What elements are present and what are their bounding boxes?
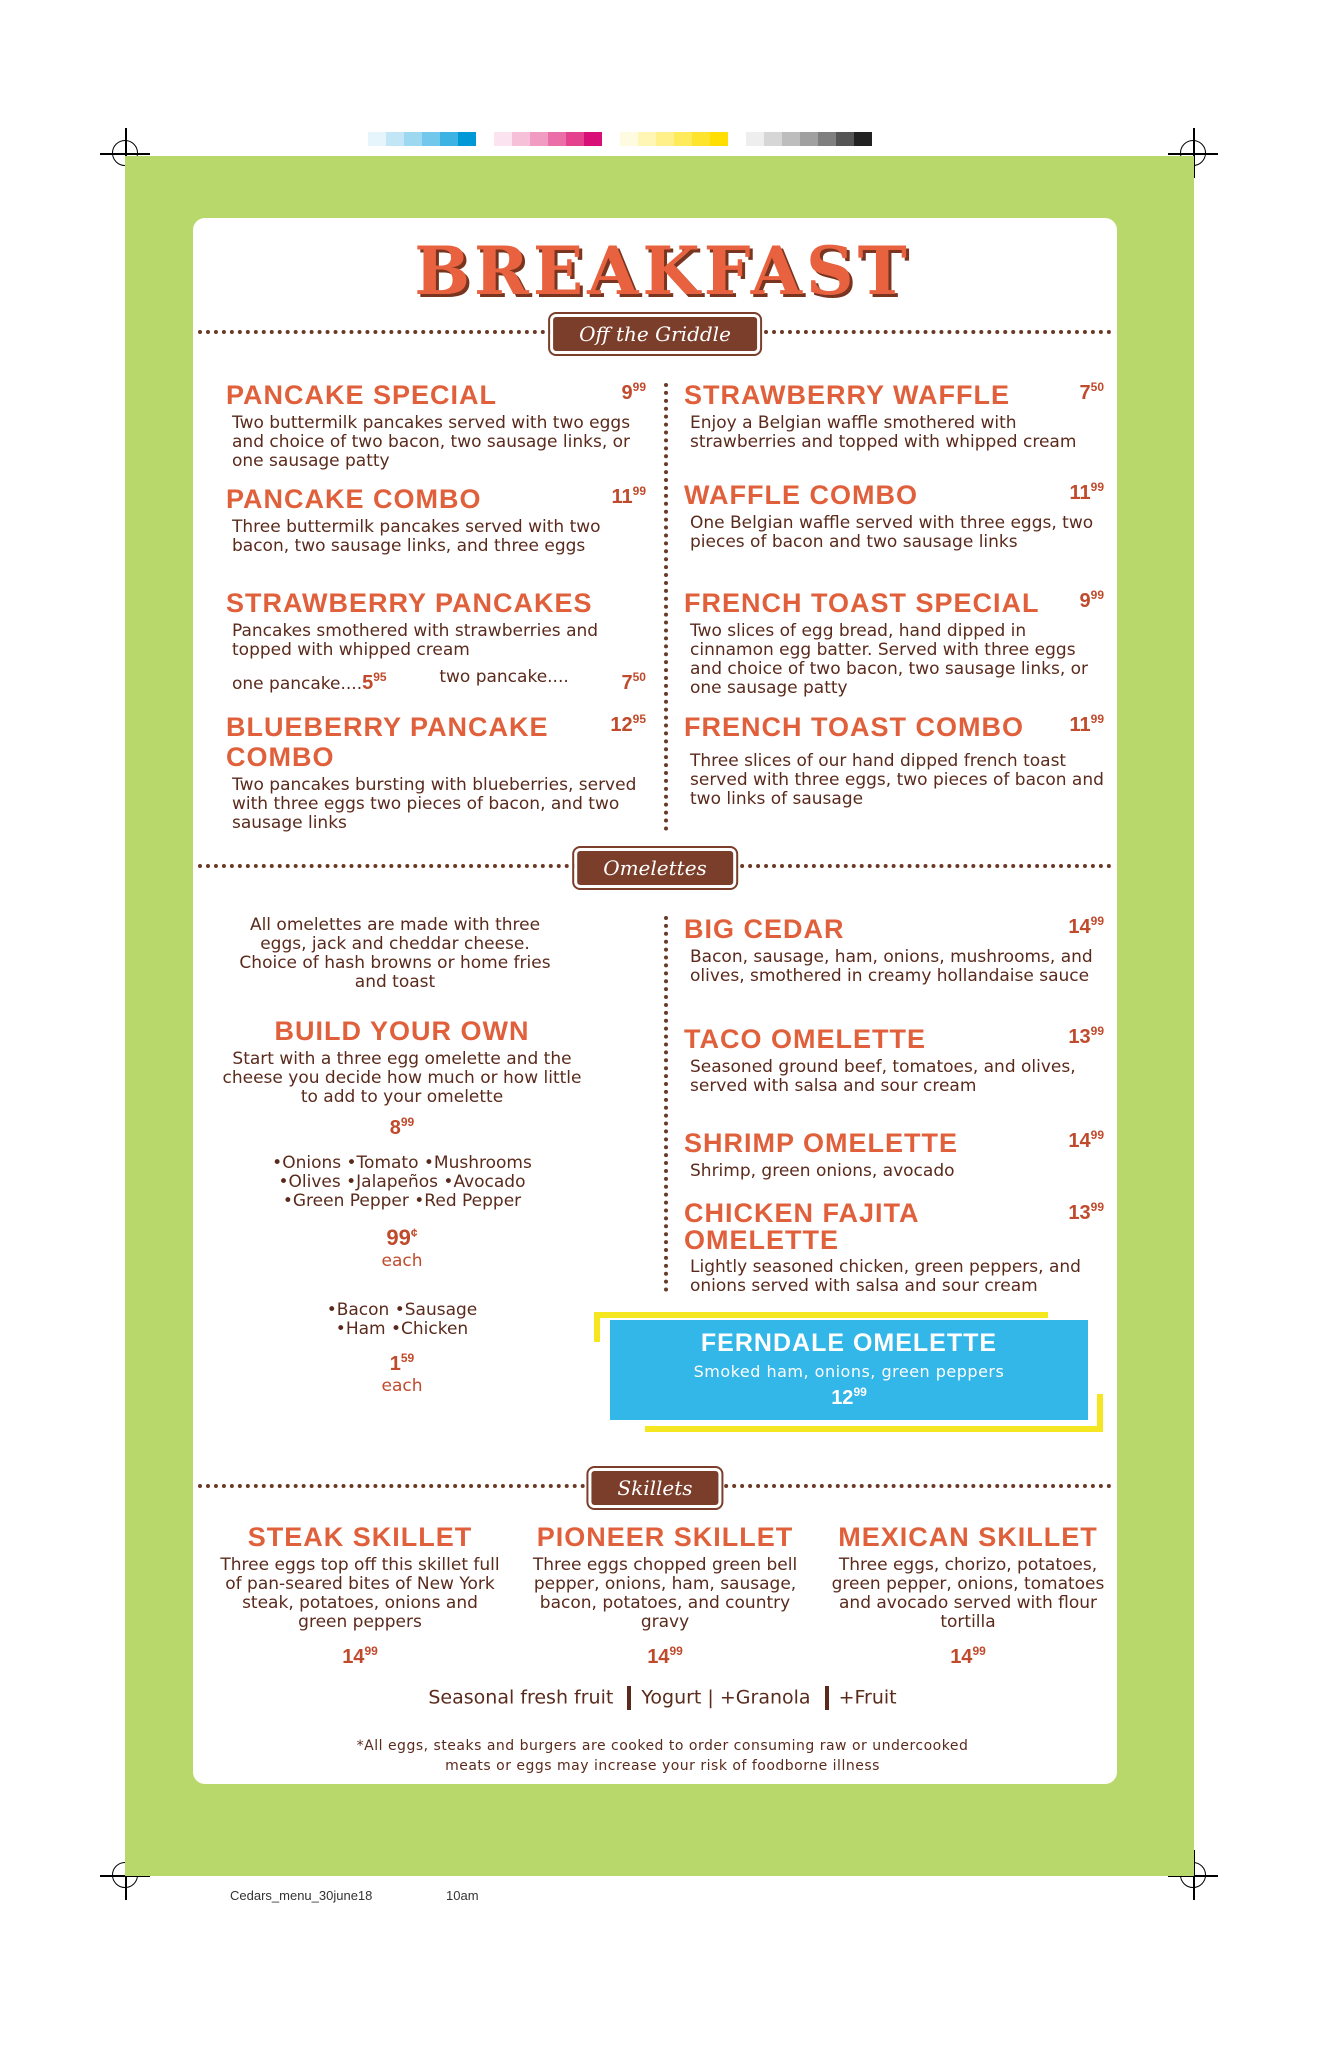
build-your-own: BUILD YOUR OWN Start with a three egg omelette and the cheese you decide how much or how little to add to your omelette $8^{99}$ •Onions •Tomato •Mushrooms •Olives •Jalapeños •Avocado •Green Pepper •Red Pepper 99¢ each •Bacon •Sausage •Ham •Chicken $1^{59}$ each [222,1016,582,1396]
menu-item: SHRIMP OMELETTE $14^{99}$ Shrimp, green onions, avocado [684,1128,1104,1181]
menu-item: BLUEBERRY PANCAKE COMBO $12^{95}$ Two pancakes bursting with blueberries, served with three eggs two pieces of bacon, and two sausage links [226,712,646,833]
menu-item: FRENCH TOAST SPECIAL $9^{99}$ Two slices of egg bread, hand dipped in cinnamon egg batter. Served with three eggs and choice of two bacon, two sausage links, or one sausage patty [684,588,1104,698]
menu-item: BIG CEDAR $14^{99}$ Bacon, sausage, ham, onions, mushrooms, and olives, smothered in creamy hollandaise sauce [684,914,1104,986]
column-divider [664,916,668,1292]
footer-filename: Cedars_menu_30june18 [230,1888,373,1903]
skillet-item: PIONEER SKILLET Three eggs chopped green bell pepper, onions, ham, sausage, bacon, potatoes, and country gravy $14^{99}$ [532,1522,798,1668]
extras-line: Seasonal fresh fruit Yogurt | +Granola +Fruit [428,1686,897,1709]
menu-item: PANCAKE COMBO $11^{99}$ Three buttermilk pancakes served with two bacon, two sausage links, and three eggs [226,484,646,556]
skillet-item: MEXICAN SKILLET Three eggs, chorizo, potatoes, green pepper, onions, tomatoes and avocado served with flour tortilla $14^{99}$ [831,1522,1105,1668]
menu-item: STRAWBERRY WAFFLE $7^{50}$ Enjoy a Belgian waffle smothered with strawberries and topped with whipped cream [684,380,1104,452]
footer-time: 10am [446,1888,479,1903]
section-badge: Off the Griddle [550,314,760,354]
section-divider-skillets [198,1468,1112,1504]
omelette-intro: All omelettes are made with three eggs, jack and cheddar cheese. Choice of hash browns or home fries and toast [239,915,551,992]
menu-item: PANCAKE SPECIAL $9^{99}$ Two buttermilk pancakes served with two eggs and choice of two bacon, two sausage links, or one sausage patty [226,380,646,471]
menu-title: BREAKFAST [414,232,911,310]
section-divider-griddle [198,314,1112,350]
column-divider [664,383,668,831]
menu-item: WAFFLE COMBO $11^{99}$ One Belgian waffle served with three eggs, two pieces of bacon and two sausage links [684,480,1104,552]
skillet-item: STEAK SKILLET Three eggs top off this skillet full of pan-seared bites of New York steak, potatoes, onions and green peppers $14^{99}$ [220,1522,500,1668]
section-badge: Omelettes [574,848,736,888]
menu-item: CHICKEN FAJITA OMELETTE $13^{99}$ Lightly seasoned chicken, green peppers, and onions served with salsa and sour cream [684,1198,1104,1296]
menu-item: STRAWBERRY PANCAKES Pancakes smothered with strawberries and topped with whipped cream one pancake....5$^{95}$ two pancake.... $7^{50}$ [226,588,646,694]
food-safety-disclaimer: *All eggs, steaks and burgers are cooked to order consuming raw or undercooked meats or eggs may increase your risk of foodborne illness [356,1738,969,1774]
color-calibration-bar [368,132,872,146]
featured-ferndale-omelette: FERNDALE OMELETTE Smoked ham, onions, green peppers $12^{99}$ [610,1320,1088,1420]
price-options: one pancake....5$^{95}$ two pancake.... $7^{50}$ [232,667,646,694]
section-divider-omelettes [198,848,1112,884]
section-badge: Skillets [588,1468,721,1508]
menu-item: TACO OMELETTE $13^{99}$ Seasoned ground beef, tomatoes, and olives, served with salsa and sour cream [684,1024,1104,1096]
menu-item: FRENCH TOAST COMBO $11^{99}$ Three slices of our hand dipped french toast served with three eggs, two pieces of bacon and two links of sausage [684,712,1104,809]
